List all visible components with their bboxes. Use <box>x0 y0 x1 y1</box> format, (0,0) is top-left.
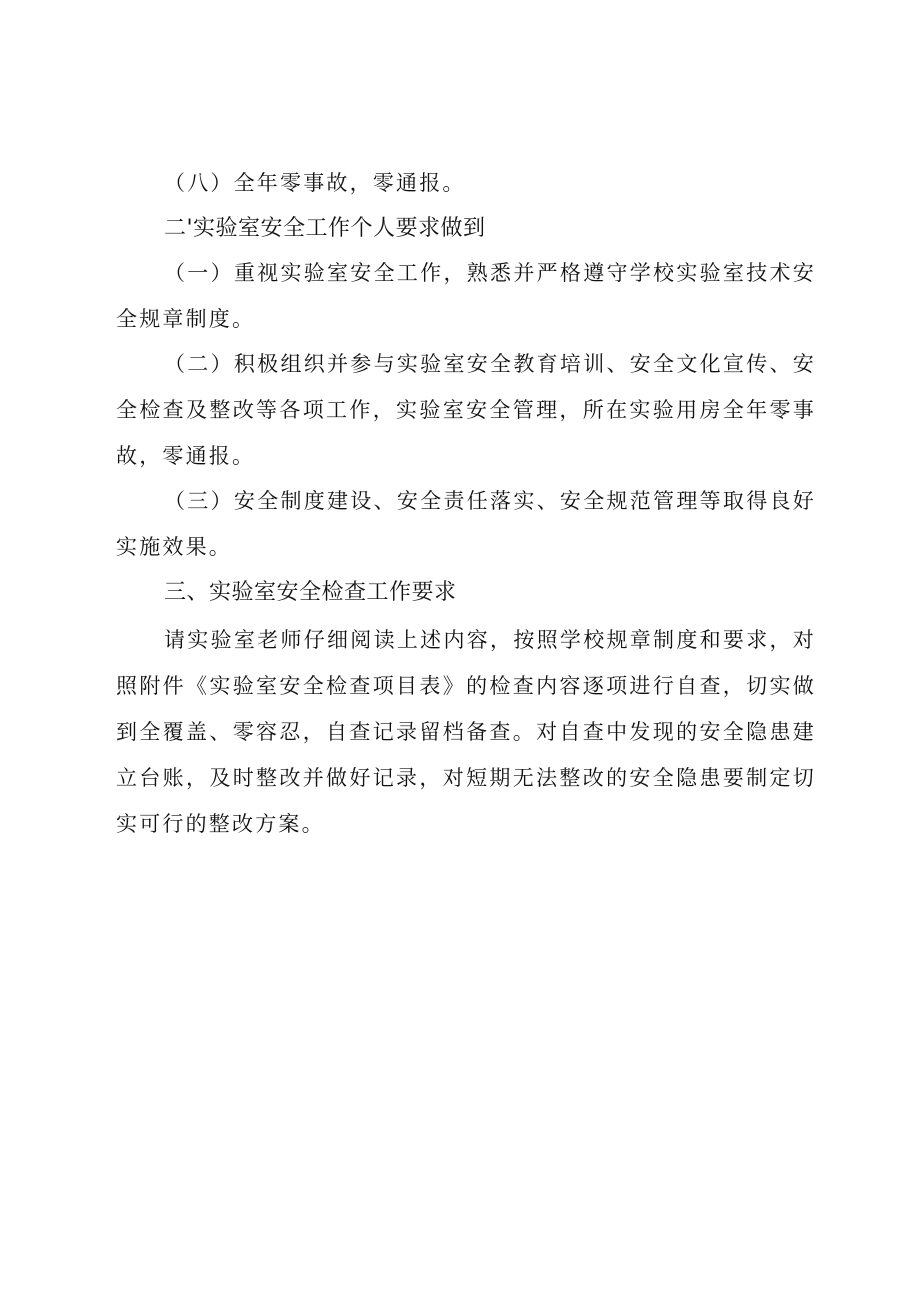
section-two-item-3: （三）安全制度建设、安全责任落实、安全规范管理等取得良好实施效果。 <box>116 489 816 559</box>
section-three-heading: 三、实验室安全检查工作要求 <box>164 580 457 605</box>
item-eight-paragraph: （八）全年零事故，零通报。 <box>164 171 466 195</box>
section-two-item-2: （二）积极组织并参与实验室安全教育培训、安全文化宣传、安全检查及整改等各项工作，实验室安全管理，所在实验用房全年零事故，零通报。 <box>116 352 816 468</box>
section-two-heading: 二'实验室安全工作个人要求做到 <box>164 216 486 241</box>
section-two-item-1: （一）重视实验室安全工作，熟悉并严格遵守学校实验室技术安全规章制度。 <box>116 261 816 331</box>
section-three-paragraph: 请实验室老师仔细阅读上述内容，按照学校规章制度和要求，对照附件《实验室安全检查项目表》的检查内容逐项进行自查，切实做到全覆盖、零容忍，自查记录留档备查。对自查中发现的安全隐患建立台账，及时整改并做好记录，对短期无法整改的安全隐患要制定切实可行的整改方案。 <box>116 628 816 836</box>
